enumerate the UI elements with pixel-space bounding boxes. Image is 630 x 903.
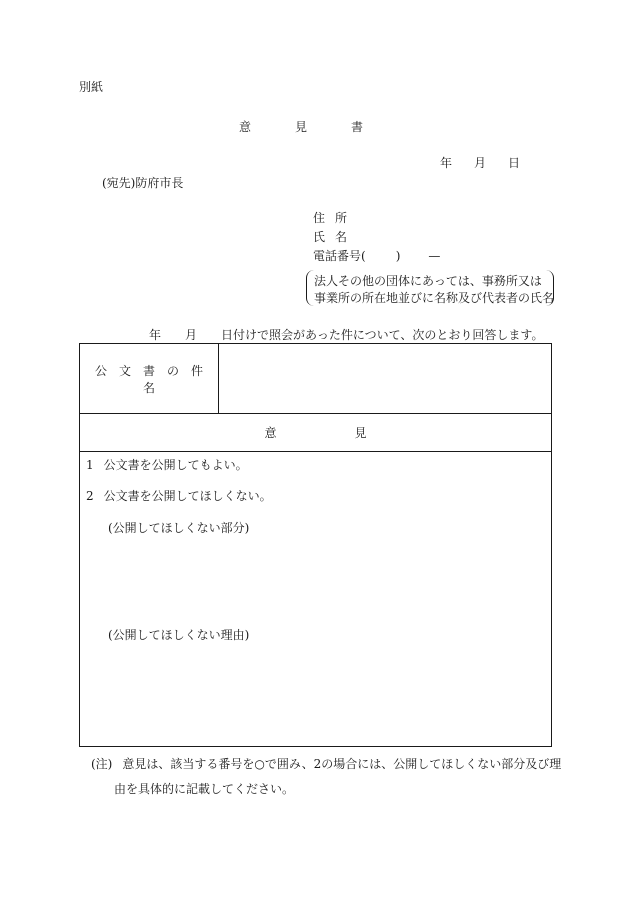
name-label-char-1: 氏 [313, 230, 326, 244]
attachment-label: 別紙 [79, 80, 104, 94]
footnote-line-1 [91, 752, 561, 777]
date-line [440, 157, 520, 169]
opinion-header-cell [80, 414, 552, 452]
title-char-2: 見 [295, 120, 308, 134]
address-label-char-2: 所 [335, 211, 348, 225]
title-char-1: 意 [239, 120, 252, 134]
document-name-label-char: 名 [142, 380, 155, 395]
undisclosed-reason-label: (公開してほしくない理由) [108, 628, 250, 642]
title-char-3: 書 [351, 120, 364, 134]
option-1-number: 1 [86, 458, 94, 472]
undisclosed-part-label: (公開してほしくない部分) [108, 521, 250, 535]
footnote-line-2: 由を具体的に記載してください。 [114, 782, 295, 796]
phone-line [313, 250, 440, 262]
document-name-field[interactable] [219, 344, 552, 414]
address-label [313, 212, 347, 224]
option-1-text: 公文書を公開してもよい。 [103, 458, 248, 472]
option-2[interactable] [86, 490, 272, 502]
intro-text: 日付けで照会があった件について、次のとおり回答します。 [221, 328, 544, 342]
date-day: 日 [508, 156, 521, 170]
option-2-number: 2 [86, 489, 94, 503]
document-name-label-char: の [167, 363, 180, 378]
name-label [313, 231, 347, 243]
option-1[interactable] [86, 459, 248, 471]
footnote-prefix: (注) [91, 757, 113, 771]
date-year: 年 [440, 156, 453, 170]
opinion-header-char-2: 見 [354, 426, 367, 440]
opinion-header-char-1: 意 [264, 426, 277, 440]
document-name-label-char: 公 [94, 363, 107, 378]
opinion-body-field[interactable] [80, 452, 552, 747]
option-2-text: 公文書を公開してほしくない。 [103, 489, 272, 503]
footnote [91, 752, 561, 802]
opinion-form-table [79, 343, 552, 747]
phone-dash: — [428, 249, 441, 263]
document-title [239, 121, 363, 133]
footnote-text-1: 意見は、該当する番号を○で囲み、2の場合には、公開してほしくない部分及び理 [122, 757, 562, 771]
intro-line [149, 329, 543, 341]
name-label-char-2: 名 [335, 230, 348, 244]
document-name-label-char: 文 [118, 363, 131, 378]
date-month: 月 [474, 156, 487, 170]
document-name-label-cell [80, 344, 219, 414]
phone-label: 電話番号( [313, 249, 366, 263]
address-label-char-1: 住 [313, 211, 326, 225]
phone-close-paren: ) [395, 249, 401, 263]
document-name-label-char: 書 [142, 363, 155, 378]
addressee: (宛先)防府市長 [102, 176, 184, 190]
intro-year: 年 [149, 328, 162, 342]
corporate-note-line-2: 事業所の所在地並びに名称及び代表者の氏名 [314, 291, 555, 305]
corporate-note-line-1: 法人その他の団体にあっては、事務所又は [314, 274, 542, 288]
corporate-note-bracket [306, 270, 554, 306]
document-name-label-char: 件 [191, 363, 204, 378]
intro-month: 月 [185, 328, 198, 342]
